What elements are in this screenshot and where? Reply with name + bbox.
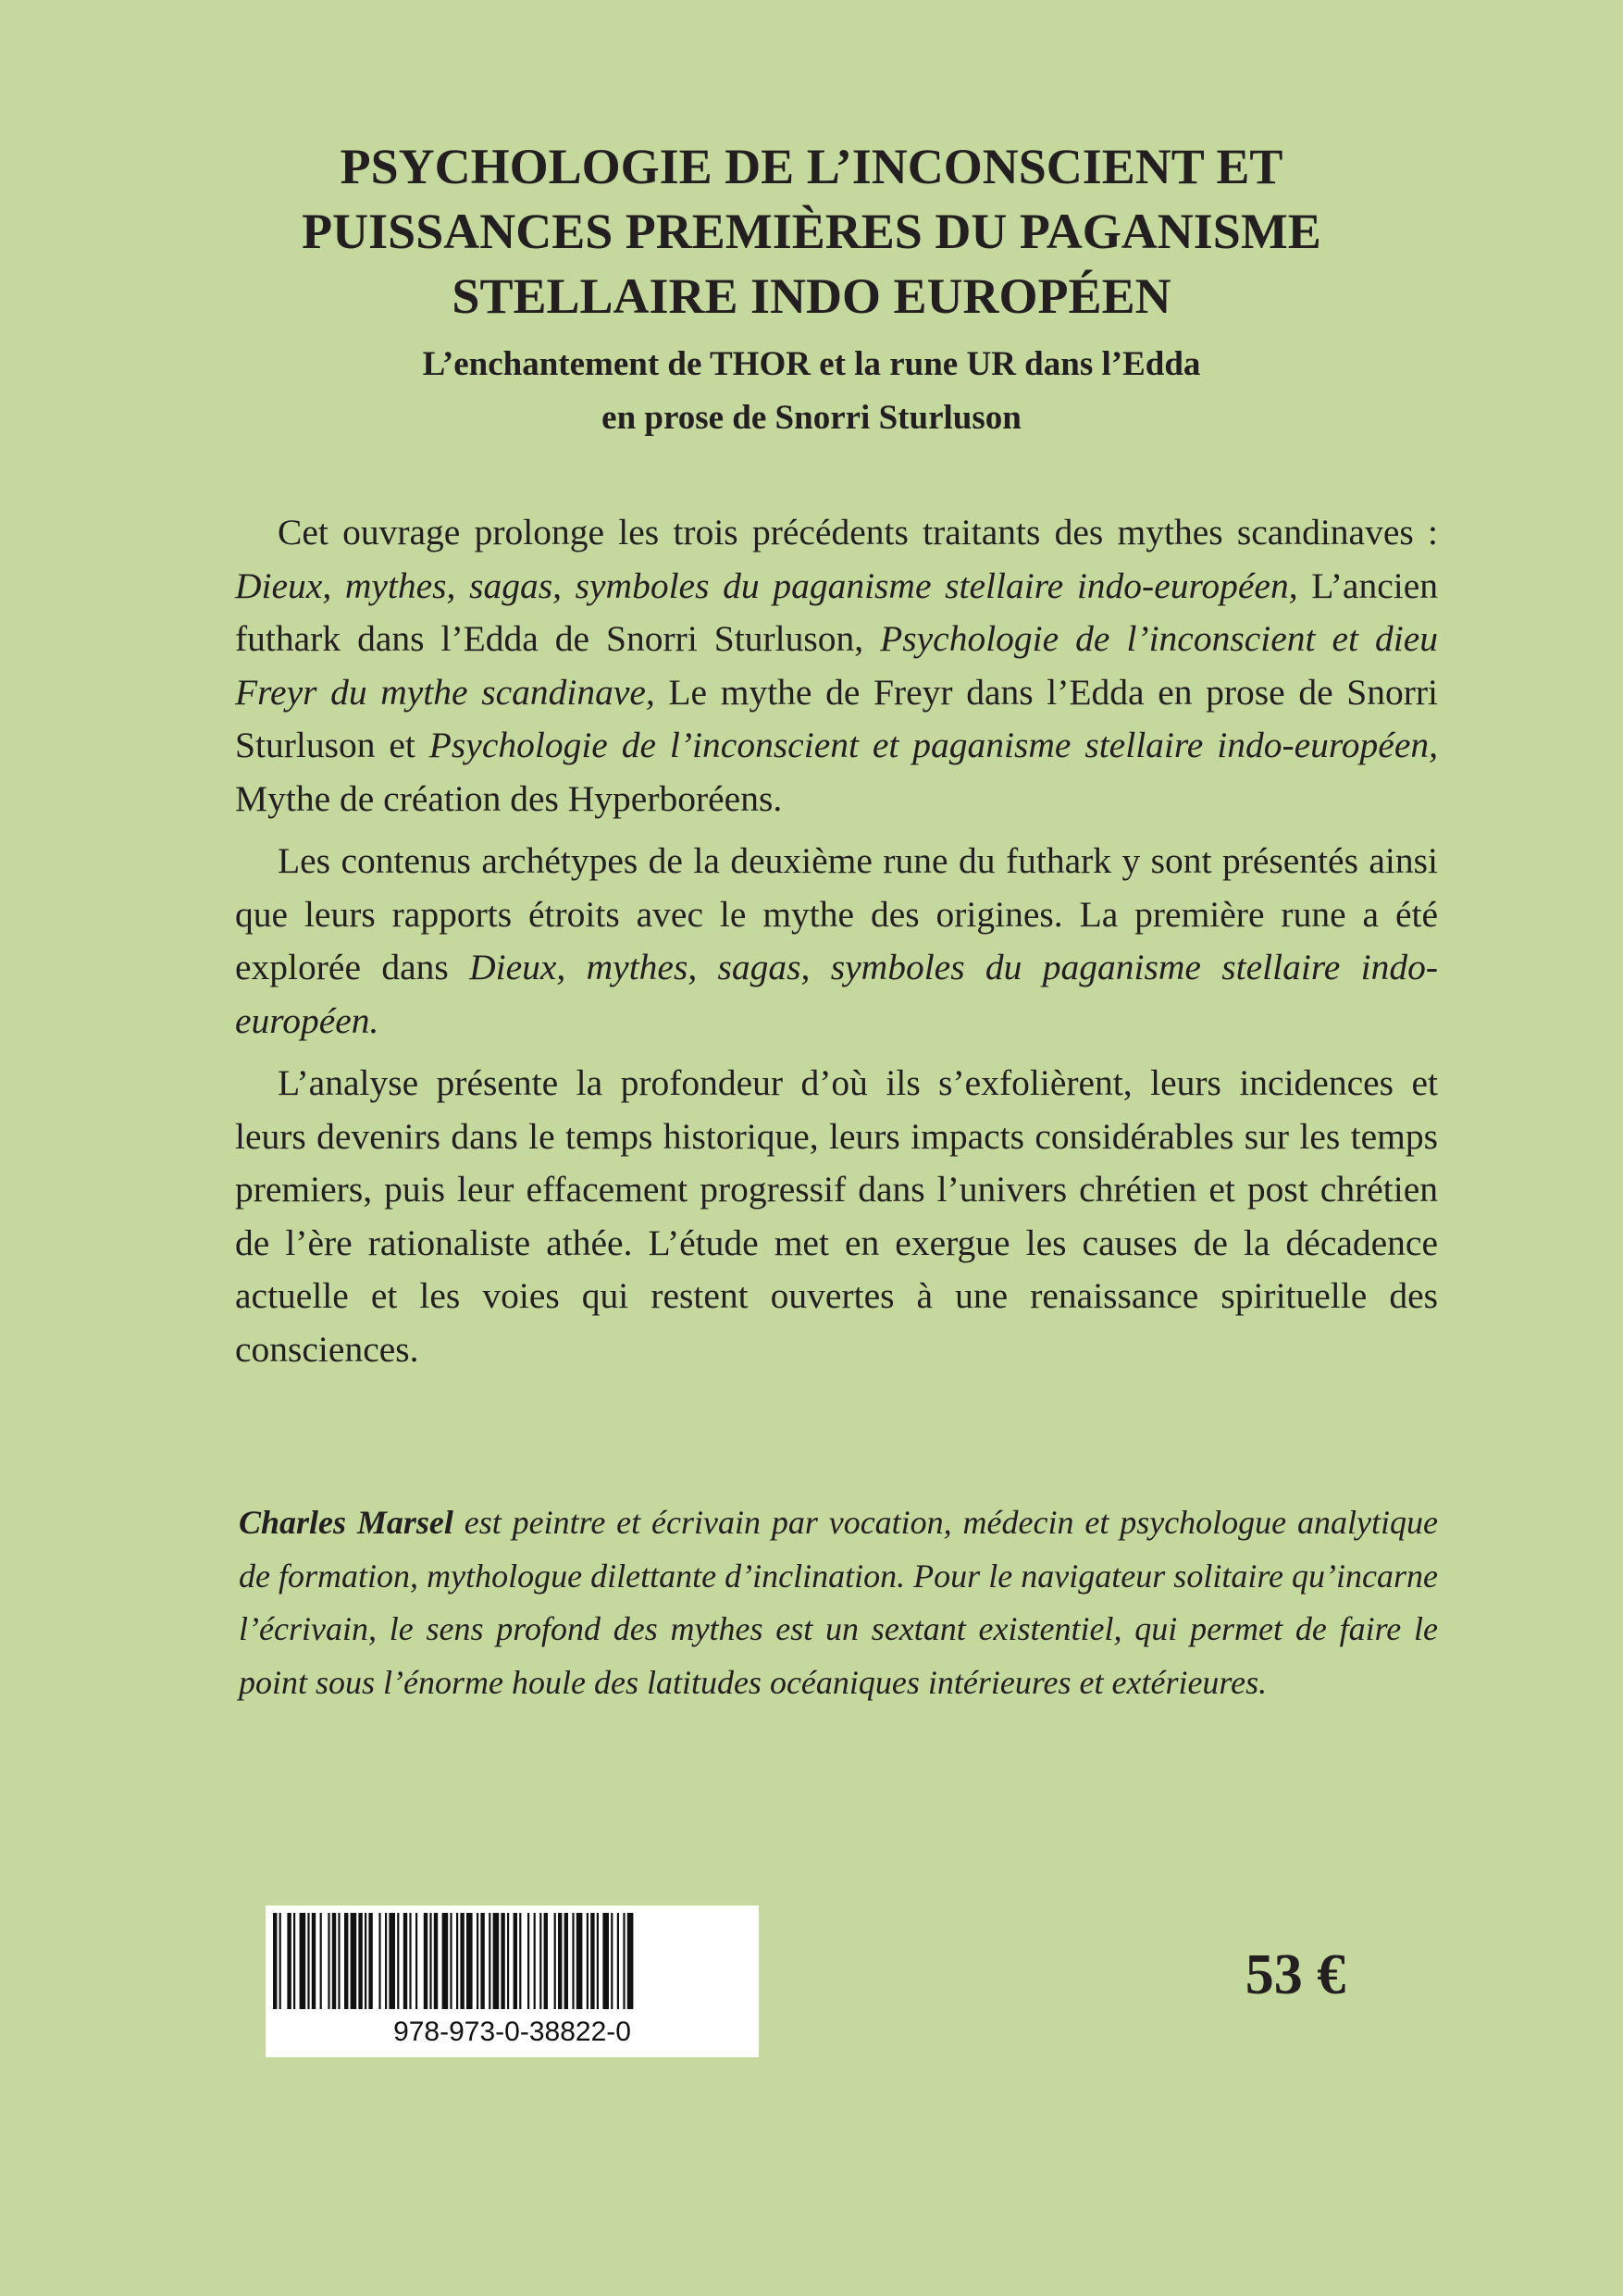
barcode-bar — [434, 1913, 438, 2009]
barcode-bar — [460, 1913, 464, 2009]
barcode-bar — [587, 1913, 588, 2009]
barcode-bar — [572, 1913, 574, 2009]
barcode-bar — [365, 1913, 366, 2009]
book-reference: Dieux, mythes, sagas, symboles du paganisme stellaire indo-européen, — [235, 565, 1298, 606]
title-line: STELLAIRE INDO EUROPÉEN — [452, 268, 1171, 324]
isbn-number: 978-973-0-38822-0 — [393, 2017, 631, 2047]
price: 53 € — [1245, 1943, 1346, 2006]
summary-paragraph-2 — [235, 835, 1438, 1048]
barcode-bar — [507, 1913, 509, 2009]
barcode-bar — [576, 1913, 583, 2009]
barcode-bar — [602, 1913, 609, 2009]
barcode-bar — [466, 1913, 473, 2009]
barcode-bar — [450, 1913, 452, 2009]
summary-text: Le mythe de Freyr dans l’Edda en prose de Snorri Sturluson et — [235, 671, 1438, 765]
author-bio — [239, 1496, 1438, 1709]
title-line: PUISSANCES PREMIÈRES DU PAGANISME — [302, 204, 1321, 259]
barcode-bar — [564, 1913, 568, 2009]
barcode-bar — [358, 1913, 362, 2009]
barcode-bar — [597, 1913, 599, 2009]
barcode-bar — [477, 1913, 478, 2009]
summary-text: Mythe de création des Hyperboréens. — [235, 777, 783, 819]
barcode-bar — [442, 1913, 449, 2009]
barcode-bar — [287, 1913, 291, 2009]
barcode-bar — [351, 1913, 357, 2009]
isbn-barcode — [266, 1905, 759, 2057]
book-reference: Psychologie de l’inconscient et dieu Freyr du mythe scandinave, — [235, 618, 1438, 713]
summary-text: Les contenus archétypes de la deuxième rune du futhark y sont présentés ainsi que leurs rapports étroits avec le mythe des origines. La première rune a été explorée dans — [235, 840, 1438, 987]
barcode-bar — [312, 1913, 316, 2009]
barcode-bar — [397, 1913, 399, 2009]
barcode-bar — [424, 1913, 427, 2009]
barcode-bar — [279, 1913, 281, 2009]
title-line: PSYCHOLOGIE DE L’INCONSCIENT ET — [340, 139, 1283, 194]
barcode-bar — [429, 1913, 431, 2009]
barcode-bar — [623, 1913, 625, 2009]
barcode-bar — [519, 1913, 521, 2009]
book-reference: Psychologie de l’inconscient et paganisme stellaire indo-européen, — [428, 725, 1438, 765]
barcode-bar — [514, 1913, 517, 2009]
summary-paragraph-3: L’analyse présente la profondeur d’où ils s’exfolièrent, leurs incidences et leurs devenirs dans le temps historique, leurs impacts considérables sur les temps premiers, puis leur effacement progressif dans l’univers chrétien et post chrétien de l’ère rationaliste athée. L’étude met en exergue les causes de la décadence actuelle et les voies qui restent ouvertes à une renaissance spirituelle des consciences. — [235, 1062, 1438, 1370]
book-title — [0, 134, 1623, 329]
subtitle-line: L’enchantement de THOR et la rune UR dans l’Edda — [422, 345, 1201, 383]
barcode-bar — [338, 1913, 340, 2009]
barcode-bar — [611, 1913, 613, 2009]
book-subtitle — [0, 338, 1623, 445]
barcode-bar — [328, 1913, 329, 2009]
barcode-bar — [403, 1913, 407, 2009]
barcode-bar — [501, 1913, 504, 2009]
author-name: Charles Marsel — [239, 1504, 453, 1541]
barcode-bar — [480, 1913, 484, 2009]
barcode-bar — [344, 1913, 348, 2009]
barcode-bar — [617, 1913, 619, 2009]
barcode-bar — [307, 1913, 309, 2009]
barcode-bar — [456, 1913, 458, 2009]
book-summary — [235, 506, 1438, 1385]
barcode-bar — [332, 1913, 336, 2009]
barcode-bar — [554, 1913, 556, 2009]
summary-text: Cet ouvrage prolonge les trois précédents traitants des mythes scandinaves : — [278, 512, 1438, 552]
barcode-bar — [534, 1913, 536, 2009]
barcode-bar — [385, 1913, 387, 2009]
barcode-bar — [409, 1913, 411, 2009]
barcode-bar — [527, 1913, 529, 2009]
barcode-bar — [300, 1913, 306, 2009]
barcode-bar — [273, 1913, 277, 2009]
book-reference: Dieux, mythes, sagas, symboles du paganisme stellaire indo-européen. — [235, 947, 1438, 1041]
barcode-bar — [415, 1913, 417, 2009]
barcode-bar — [378, 1913, 380, 2009]
barcode-bar — [293, 1913, 295, 2009]
barcode-bar — [368, 1913, 372, 2009]
barcode-bar — [489, 1913, 490, 2009]
barcode-bar — [320, 1913, 322, 2009]
barcode-bar — [544, 1913, 548, 2009]
barcode-bar — [590, 1913, 594, 2009]
barcode-bar — [558, 1913, 562, 2009]
barcode-bar — [539, 1913, 541, 2009]
barcode-bar — [627, 1913, 634, 2009]
author-bio-text: est peintre et écrivain par vocation, médecin et psychologue analytique de formation, mythologue dilettante d’inclination. Pour le navigateur solitaire qu’incarne l’écrivain, le sens profond des mythes est un sextant existentiel, qui permet de faire le point sous l’énorme houle des latitudes océaniques intérieures et extérieures. — [239, 1504, 1438, 1701]
barcode-bar — [389, 1913, 395, 2009]
summary-text: L’ancien futhark dans l’Edda de Snorri Sturluson, — [235, 565, 1438, 659]
subtitle-line: en prose de Snorri Sturluson — [601, 399, 1022, 437]
barcode-bar — [493, 1913, 500, 2009]
summary-paragraph-1 — [235, 506, 1438, 825]
